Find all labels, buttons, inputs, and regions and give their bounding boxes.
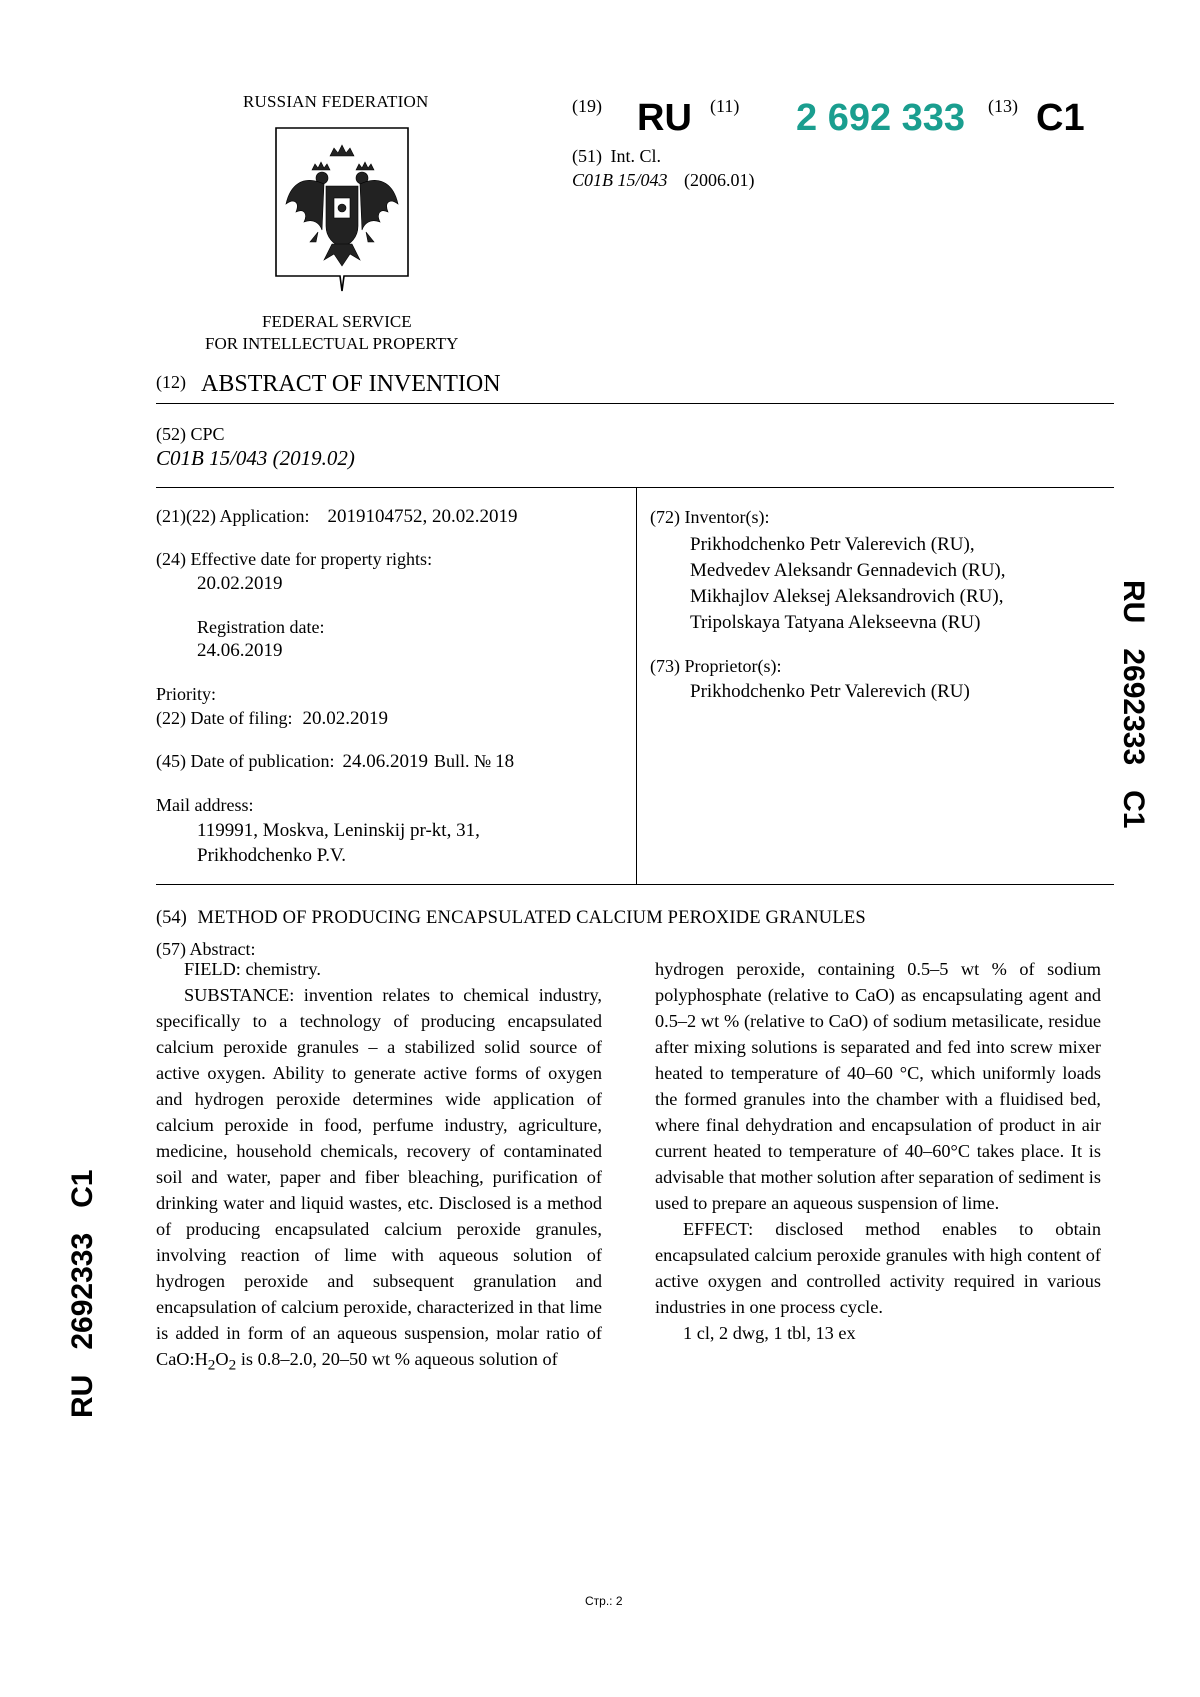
- effective-date-value: 20.02.2019: [197, 573, 283, 594]
- federal-service-line2: FOR INTELLECTUAL PROPERTY: [205, 334, 459, 353]
- inventor-name: Tripolskaya Tatyana Alekseevna (RU): [690, 612, 981, 633]
- intcl-year: (2006.01): [684, 170, 755, 190]
- code-11: (11): [710, 96, 740, 116]
- abstract-substance: [156, 982, 602, 1379]
- publication-value: 24.06.2019: [342, 751, 428, 772]
- code-51: (51): [572, 146, 602, 166]
- subscript: 2: [228, 1356, 237, 1374]
- title-text: METHOD OF PRODUCING ENCAPSULATED CALCIUM PEROXIDE GRANULES: [197, 908, 866, 928]
- registration-label: Registration date:: [197, 617, 325, 637]
- abstract-field: FIELD: chemistry.: [184, 959, 321, 979]
- cpc-label: (52) CPC: [156, 424, 225, 444]
- invention-title: [156, 908, 866, 929]
- doc-type-code: (12): [156, 372, 186, 392]
- divider: [156, 884, 1114, 885]
- intcl-line2: [572, 170, 755, 191]
- publication-label: (45) Date of publication:: [156, 751, 335, 771]
- country-code: RU: [637, 97, 692, 139]
- coat-of-arms-emblem: [272, 126, 412, 296]
- bull-label: Bull. №: [433, 751, 492, 771]
- abstract-effect: EFFECT: disclosed method enables to obtain encapsulated calcium peroxide granules with high content of active oxygen and controlled activity required in various industries in one process cycle.: [655, 1219, 1101, 1317]
- priority-label: Priority:: [156, 684, 217, 704]
- effective-date-label: (24) Effective date for property rights:: [156, 549, 433, 569]
- kind-code: C1: [1036, 97, 1085, 139]
- page-footer: Стр.: 2: [585, 1594, 623, 1608]
- side-number-left: RU 2692333 C1: [66, 1169, 99, 1418]
- mail-line2: Prikhodchenko P.V.: [197, 845, 347, 866]
- divider: [156, 487, 1114, 488]
- mail-line1: 119991, Moskva, Leninskij pr-kt, 31,: [197, 820, 480, 841]
- inventors-label: (72) Inventor(s):: [650, 507, 770, 527]
- application-label: (21)(22) Application:: [156, 506, 310, 526]
- abstract-claims: 1 cl, 2 dwg, 1 tbl, 13 ex: [683, 1323, 856, 1343]
- intcl-label: Int. Cl.: [610, 146, 662, 166]
- publication-row: [156, 751, 514, 773]
- title-code: (54): [156, 908, 187, 928]
- patent-number: 2 692 333: [796, 97, 966, 139]
- federal-service-line1: FEDERAL SERVICE: [262, 312, 412, 331]
- application-value: 2019104752, 20.02.2019: [327, 506, 518, 527]
- column-divider: [636, 487, 637, 884]
- inventor-name: Medvedev Aleksandr Gennadevich (RU),: [690, 560, 1006, 581]
- cpc-value: C01B 15/043 (2019.02): [156, 446, 355, 470]
- abstract-continuation: hydrogen peroxide, containing 0.5–5 wt % of sodium polyphosphate (relative to CaO) as encapsulating agent and 0.5–2 wt % (relative to CaO) of sodium metasilicate, residue after mixing solutions is separated and fed into screw mixer heated to temperature of 40–60 °C, which uniformly loads the formed granules into the chamber with a fluidised bed, where final dehydration and encapsulation of product in air current heated to temperature of 40–60°C takes place. It is advisable that mother solution after separation of sediment is used to prepare an aqueous suspension of lime.: [655, 959, 1101, 1213]
- filing-row: [156, 708, 388, 730]
- filing-label: (22) Date of filing:: [156, 708, 293, 728]
- filing-value: 20.02.2019: [302, 708, 388, 729]
- inventor-name: Prikhodchenko Petr Valerevich (RU),: [690, 534, 975, 555]
- application-row: [156, 506, 517, 528]
- doc-type-title: ABSTRACT OF INVENTION: [201, 371, 501, 397]
- abstract-column-right: [655, 956, 1101, 1346]
- substance-text: SUBSTANCE: invention relates to chemical industry, specifically to a technology of producing encapsulated calcium peroxide granules – a stabilized solid source of active oxygen. Ability to generate active forms of oxygen and hydrogen peroxide determines wide application of calcium peroxide in food, perfume industry, agriculture, medicine, household chemicals, recovery of contaminated soil and water, paper and fiber bleaching, purification of drinking water and liquid wastes, etc. Disclosed is a method of producing encapsulated calcium peroxide granules, involving reaction of lime with aqueous solution of hydrogen peroxide and subsequent granulation and encapsulation of calcium peroxide, characterized in that lime is added in form of an aqueous suspension, molar ratio of CaO:H: [156, 985, 602, 1369]
- country-name: RUSSIAN FEDERATION: [243, 92, 429, 111]
- abstract-label: (57) Abstract:: [156, 939, 256, 959]
- divider: [156, 403, 1114, 404]
- abstract-column-left: [156, 956, 602, 1379]
- inventors-list: [690, 532, 1006, 636]
- inventor-name: Mikhajlov Aleksej Aleksandrovich (RU),: [690, 586, 1004, 607]
- side-number-right: RU 2692333 C1: [1117, 580, 1150, 829]
- intcl-value: C01B 15/043: [572, 170, 668, 190]
- code-13: (13): [988, 96, 1018, 116]
- substance-text-end: is 0.8–2.0, 20–50 wt % aqueous solution of: [236, 1349, 558, 1369]
- intcl-line1: [572, 146, 661, 167]
- subscript: 2: [207, 1356, 216, 1374]
- code-19: (19): [572, 96, 602, 116]
- formula-text: O: [215, 1349, 229, 1369]
- registration-value: 24.06.2019: [197, 640, 283, 661]
- bull-value: 18: [495, 751, 515, 772]
- proprietor-label: (73) Proprietor(s):: [650, 656, 782, 676]
- mail-label: Mail address:: [156, 795, 254, 815]
- proprietor-name: Prikhodchenko Petr Valerevich (RU): [690, 681, 970, 702]
